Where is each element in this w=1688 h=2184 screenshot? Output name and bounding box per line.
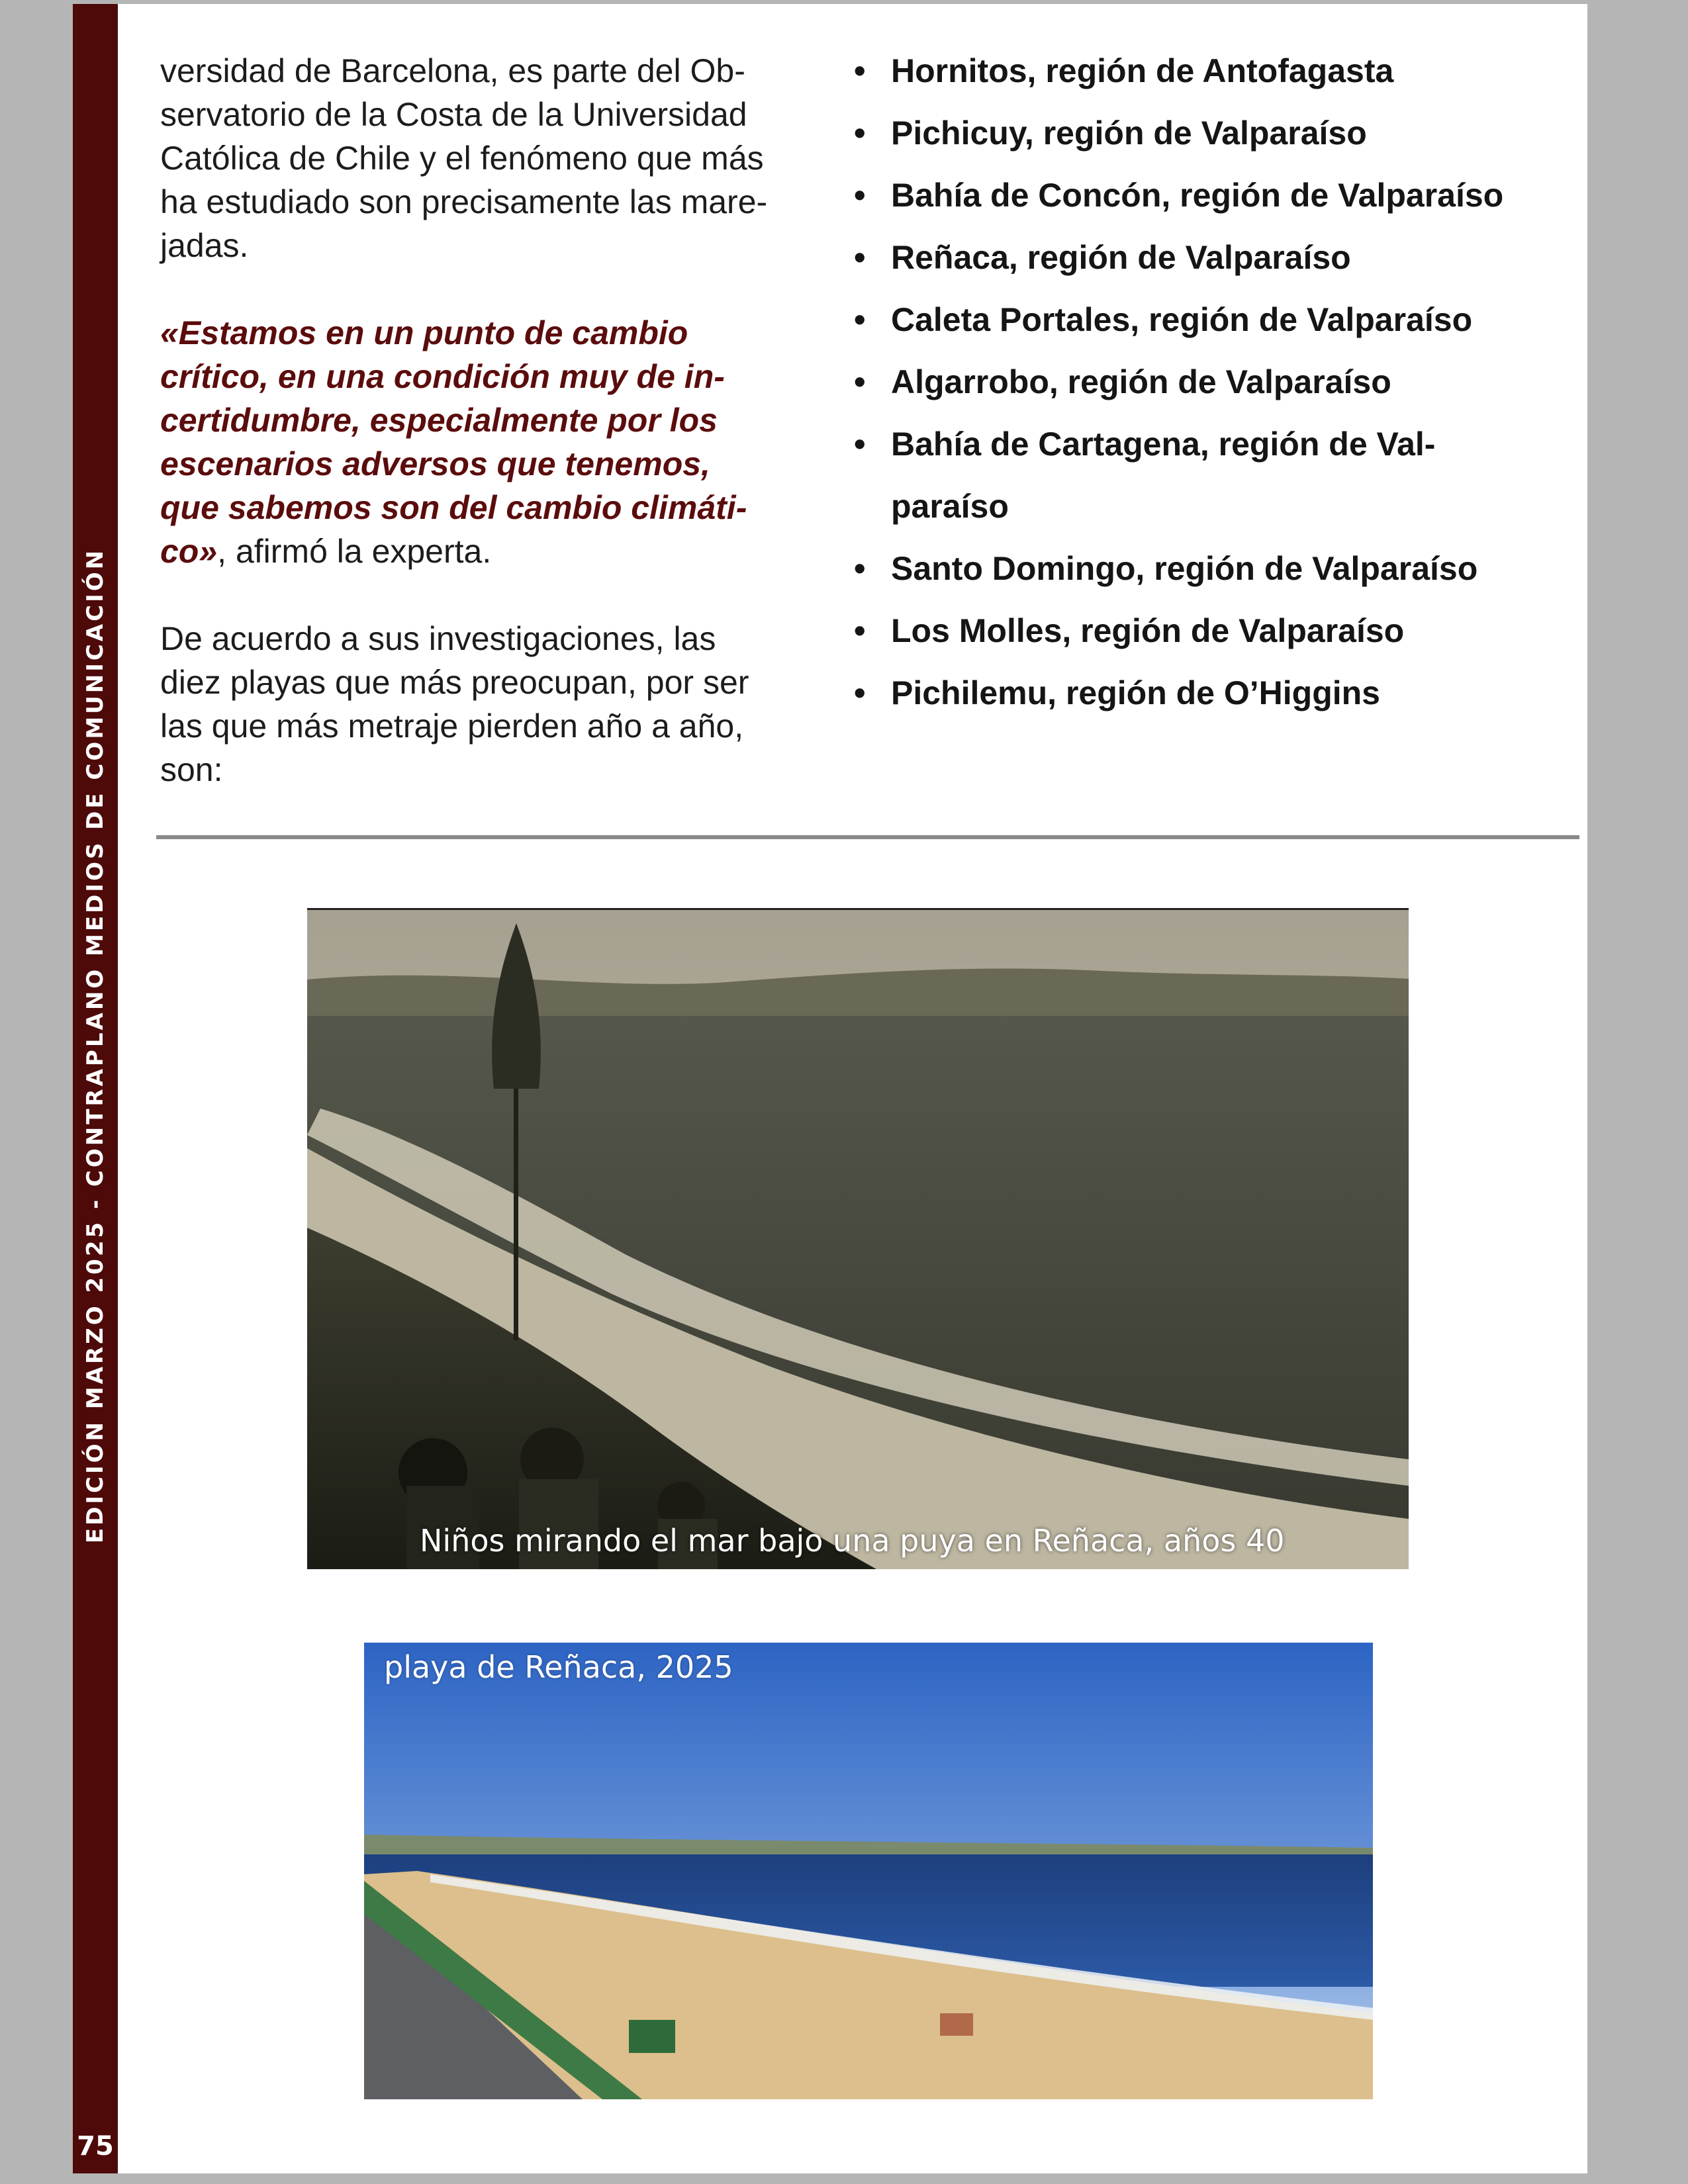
modern-photo: [364, 1643, 1373, 2099]
text-line: versidad de Barcelona, es parte del Ob-: [160, 52, 745, 89]
text-line: De acuerdo a sus investigaciones, las: [160, 620, 716, 657]
text-line: servatorio de la Costa de la Universidad: [160, 96, 747, 133]
text-line: son:: [160, 751, 223, 788]
text-line: ha estudiado son precisamente las mare-: [160, 183, 768, 220]
historic-photo-caption: Niños mirando el mar bajo una puya en Reñaca, años 40: [420, 1523, 1285, 1559]
quote-line: crítico, en una condición muy de in-: [160, 358, 725, 395]
section-divider: [156, 835, 1579, 839]
beach-list-item: • Caleta Portales, región de Valparaíso: [854, 289, 1582, 351]
beach-name-line: paraíso: [891, 488, 1009, 525]
beach-list-item: • Hornitos, región de Antofagasta: [854, 40, 1582, 102]
paragraph-research: [160, 617, 835, 792]
page-number: 75: [77, 2131, 114, 2161]
beach-name-line: Bahía de Cartagena, región de Val-: [891, 426, 1436, 463]
historic-photo-illustration: [307, 910, 1409, 1569]
beach-list-item: • Bahía de Concón, región de Valparaíso: [854, 164, 1582, 226]
beach-list-item: • Pichilemu, región de O’Higgins: [854, 662, 1582, 724]
edition-label: EDICIÓN MARZO 2025 - CONTRAPLANO MEDIOS DE COMUNICACIÓN: [82, 547, 109, 1544]
beach-list-item: • Pichicuy, región de Valparaíso: [854, 102, 1582, 164]
beach-list: [854, 40, 1582, 724]
modern-photo-caption: playa de Reñaca, 2025: [384, 1649, 733, 1685]
text-line: jadas.: [160, 227, 249, 264]
paragraph-quote: [160, 311, 835, 573]
quote-line: certidumbre, especialmente por los: [160, 402, 718, 439]
left-column: [160, 49, 835, 792]
beach-list-item: • Santo Domingo, región de Valparaíso: [854, 537, 1582, 600]
beach-list-item: • Los Molles, región de Valparaíso: [854, 600, 1582, 662]
quote-line: co»: [160, 533, 218, 570]
beach-list-column: [854, 40, 1582, 724]
text-line: Católica de Chile y el fenómeno que más: [160, 140, 764, 177]
beach-list-item: [854, 413, 1582, 537]
quote-attribution: , afirmó la experta.: [217, 533, 492, 570]
text-line: diez playas que más preocupan, por ser: [160, 664, 749, 701]
quote-line: que sabemos son del cambio climáti-: [160, 489, 747, 526]
text-line: las que más metraje pierden año a año,: [160, 707, 744, 745]
quote-line: escenarios adversos que tenemos,: [160, 445, 710, 482]
modern-photo-illustration: [364, 1643, 1373, 2099]
beach-list-item: • Reñaca, región de Valparaíso: [854, 226, 1582, 289]
historic-photo: [307, 908, 1409, 1569]
quote-line: «Estamos en un punto de cambio: [160, 314, 688, 351]
beach-list-item: • Algarrobo, región de Valparaíso: [854, 351, 1582, 413]
paragraph-intro: [160, 49, 835, 267]
